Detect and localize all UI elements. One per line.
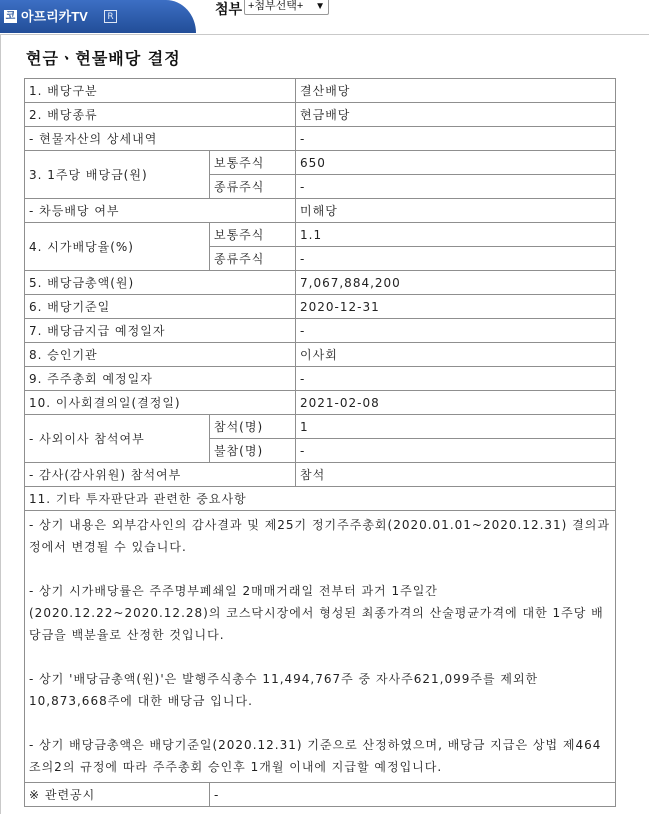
divider [0,34,1,814]
table-row [25,271,616,295]
row-sublabel: 보통주식 [210,151,296,175]
row-label: 7. 배당금지급 예정일자 [25,319,296,343]
row-label: - 사외이사 참석여부 [25,415,210,463]
row-value: - [296,319,616,343]
row-value: 650 [296,151,616,175]
table-row [25,343,616,367]
document-title: 현금ㆍ현물배당 결정 [26,49,181,68]
row-label: ※ 관련공시 [25,783,210,807]
table-row [25,319,616,343]
row-value: - [296,439,616,463]
note-paragraph: - 상기 내용은 외부감사인의 감사결과 및 제25기 정기주주총회(2020.01.01~2020.12.31) 결의과정에서 변경될 수 있습니다. [29,518,610,554]
row-value: - [296,127,616,151]
company-logo-icon: 코 [5,11,16,22]
row-value: - [296,175,616,199]
row-label: 9. 주주총회 예정일자 [25,367,296,391]
attachment-select-value: +첨부선택+ [248,0,304,12]
row-label: 1. 배당구분 [25,79,296,103]
chevron-down-icon: ▼ [315,1,325,12]
row-label: 2. 배당종류 [25,103,296,127]
table-row [25,463,616,487]
top-bar [0,0,649,34]
table-row [25,127,616,151]
brand-tab[interactable] [0,0,196,33]
row-value: 2021-02-08 [296,391,616,415]
row-label: 11. 기타 투자판단과 관련한 중요사항 [25,487,616,511]
notes-cell [25,511,616,783]
table-row [25,367,616,391]
row-value: - [210,783,616,807]
table-row [25,415,616,439]
row-label: 6. 배당기준일 [25,295,296,319]
row-label: 4. 시가배당율(%) [25,223,210,271]
row-label: 3. 1주당 배당금(원) [25,151,210,199]
table-row [25,103,616,127]
row-label: - 현물자산의 상세내역 [25,127,296,151]
registered-badge-icon: R [104,10,117,23]
row-sublabel: 보통주식 [210,223,296,247]
row-value: 7,067,884,200 [296,271,616,295]
row-sublabel: 불참(명) [210,439,296,463]
row-sublabel: 참석(명) [210,415,296,439]
table-row [25,295,616,319]
note-paragraph: - 상기 배당금총액은 배당기준일(2020.12.31) 기준으로 산정하였으며, 배당금 지급은 상법 제464조의2의 규정에 따라 주주총회 승인후 1개월 이내에 지급할 예정입니다. [29,738,602,774]
row-value: 1.1 [296,223,616,247]
attachment-label: 첨부 [215,1,243,17]
row-label: 8. 승인기관 [25,343,296,367]
row-label: 10. 이사회결의일(결정일) [25,391,296,415]
table-row [25,487,616,511]
row-value: 1 [296,415,616,439]
table-row [25,79,616,103]
row-label: 5. 배당금총액(원) [25,271,296,295]
table-row [25,199,616,223]
row-value: 참석 [296,463,616,487]
table-row [25,151,616,175]
note-paragraph: - 상기 '배당금총액(원)'은 발행주식총수 11,494,767주 중 자사주621,099주를 제외한 10,873,668주에 대한 배당금 입니다. [29,672,539,708]
row-value: - [296,247,616,271]
table-row [25,391,616,415]
note-paragraph: - 상기 시가배당률은 주주명부폐쇄일 2매매거래일 전부터 과거 1주일간 (2020.12.22~2020.12.28)의 코스닥시장에서 형성된 최종가격의 산술평균가격에 대한 1주당 배당금을 백분율로 산정한 것입니다. [29,584,604,642]
row-value: 미해당 [296,199,616,223]
row-label: - 감사(감사위원) 참석여부 [25,463,296,487]
disclosure-table [24,78,616,807]
row-label: - 차등배당 여부 [25,199,296,223]
row-value: - [296,367,616,391]
divider [0,34,649,35]
table-row [25,511,616,783]
table-row [25,223,616,247]
row-value: 결산배당 [296,79,616,103]
table-row [25,783,616,807]
row-value: 2020-12-31 [296,295,616,319]
row-sublabel: 종류주식 [210,175,296,199]
company-name: 아프리카TV [21,9,88,24]
attachment-select[interactable] [244,0,329,15]
row-sublabel: 종류주식 [210,247,296,271]
row-value: 이사회 [296,343,616,367]
row-value: 현금배당 [296,103,616,127]
